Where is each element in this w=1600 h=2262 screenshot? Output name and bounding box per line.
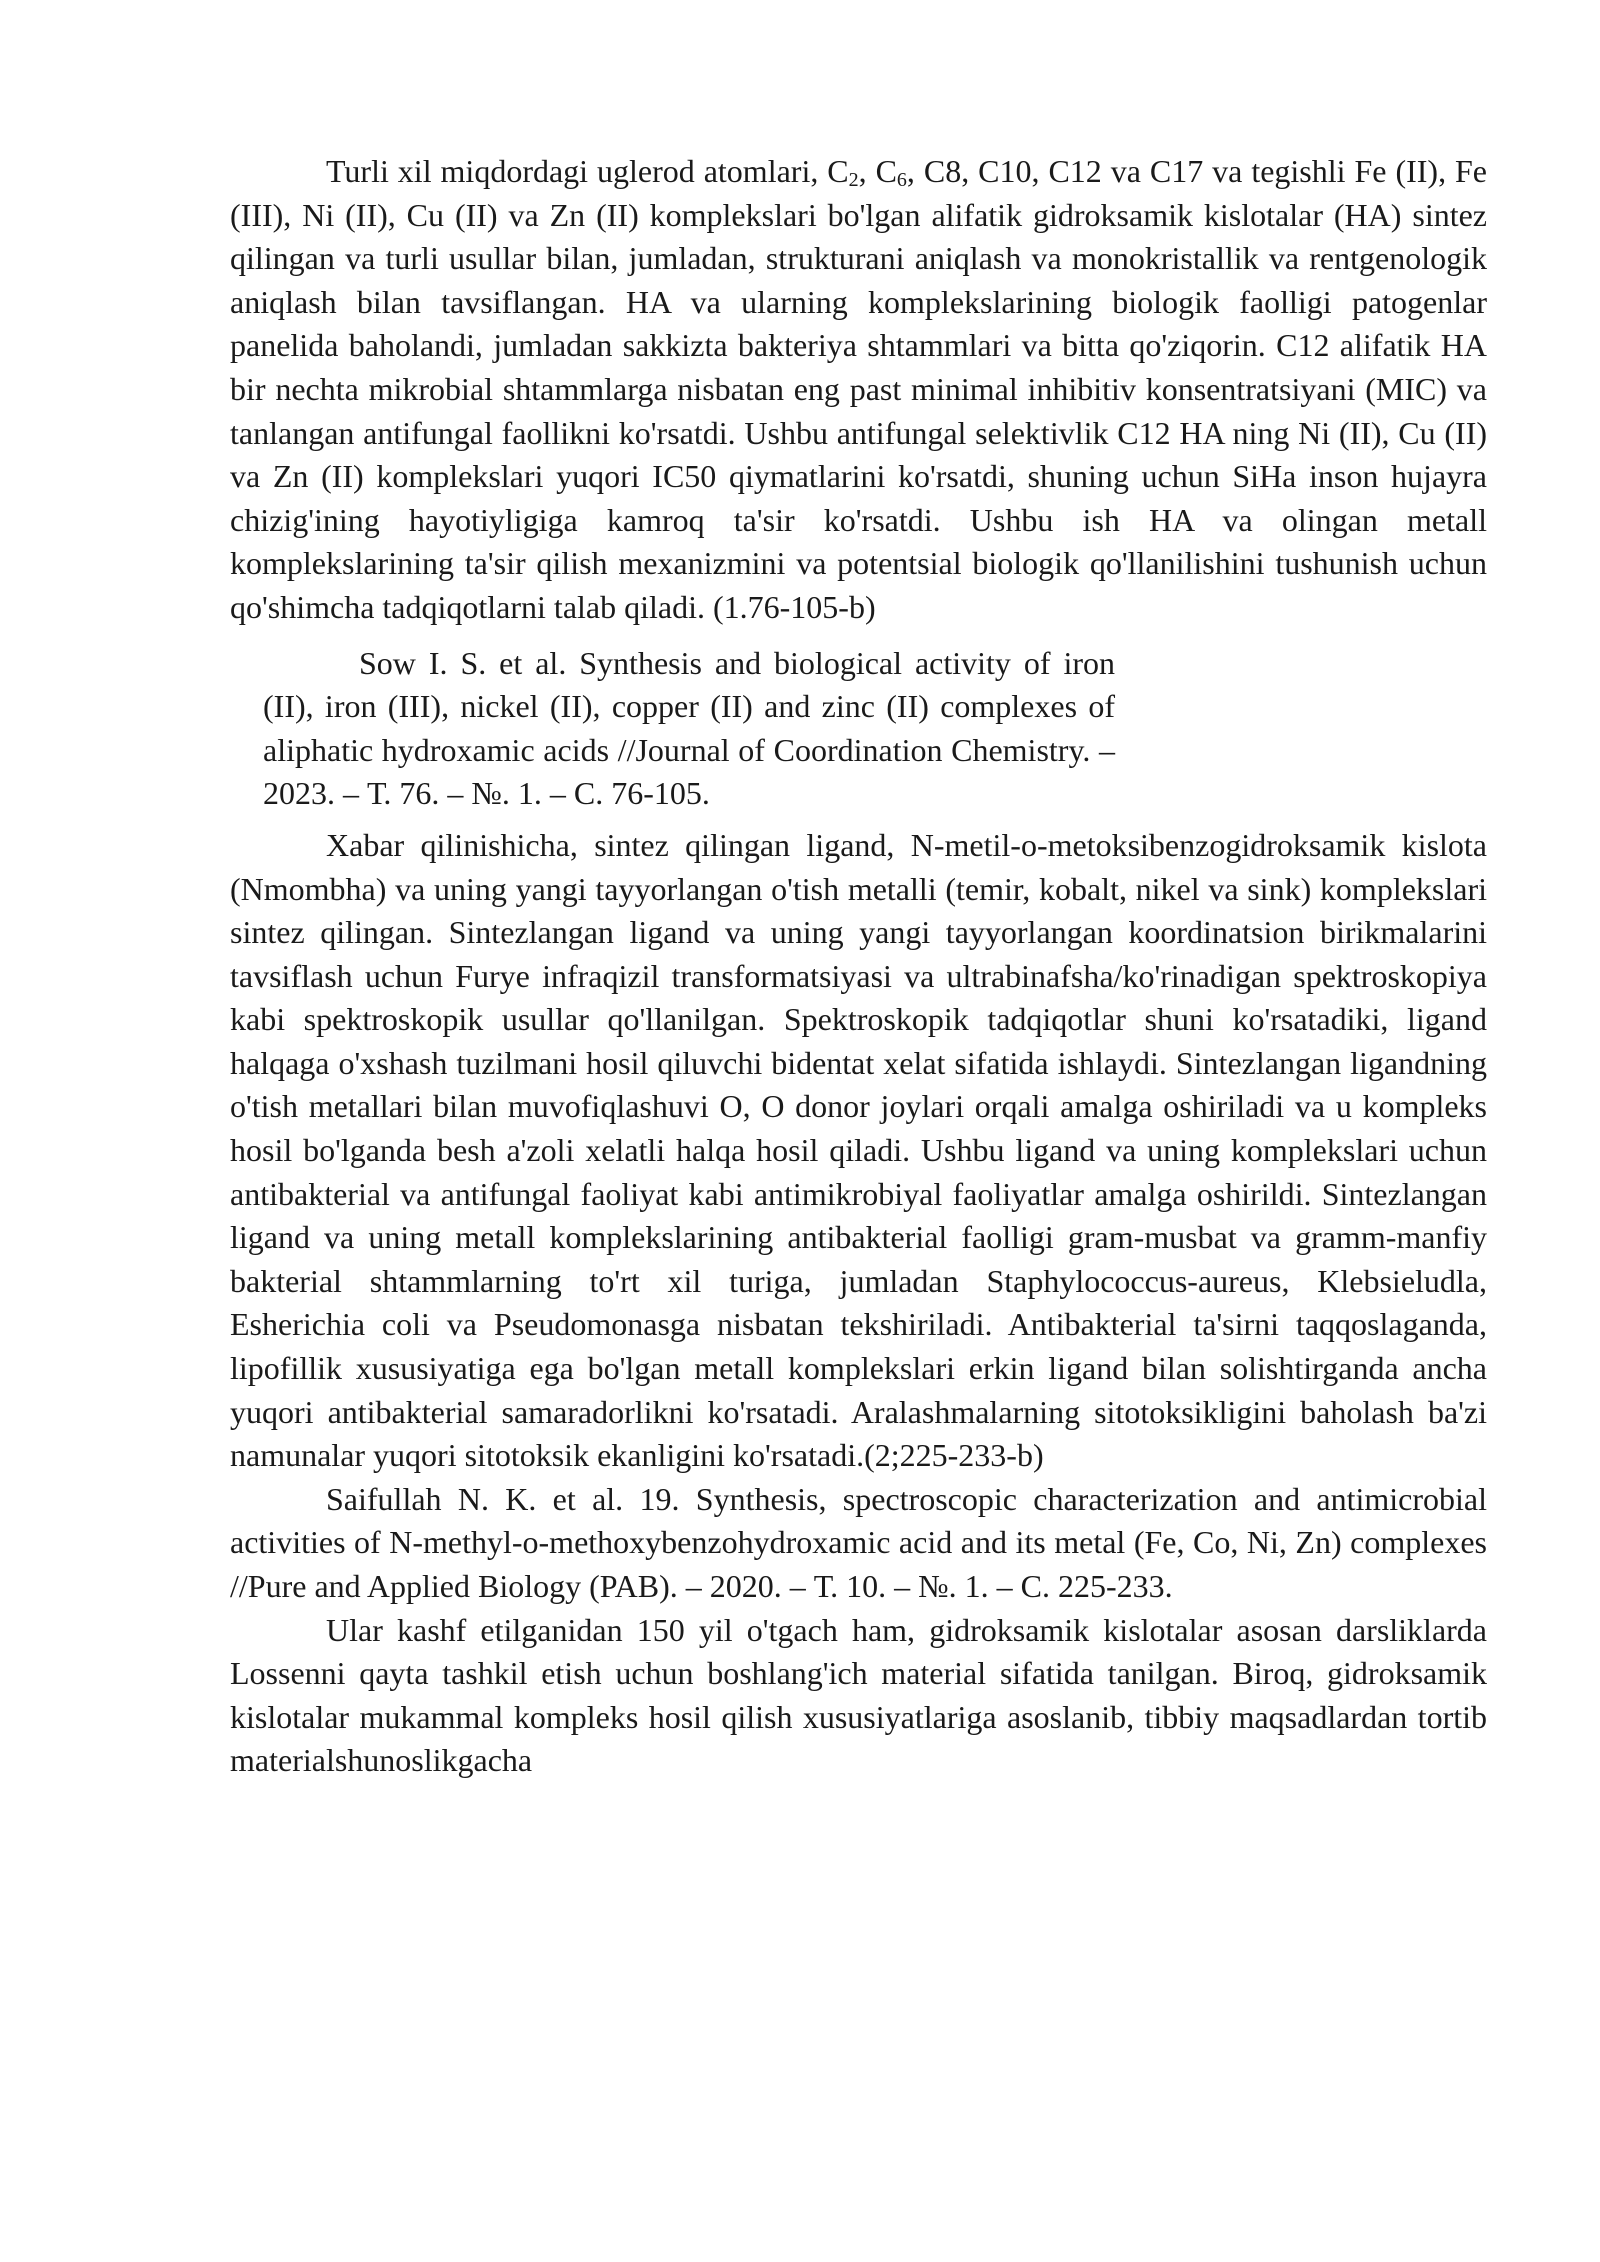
paragraph-1-text-a: Turli xil miqdordagi uglerod atomlari, C <box>326 153 849 189</box>
document-page <box>230 150 1487 1783</box>
paragraph-1-text-c: , C8, C10, C12 va C17 va tegishli Fe (II), Fe (III), Ni (II), Cu (II) va Zn (II) komplekslari bo'lgan alifatik gidroksamik kislotalar (HA) sintez qilingan va turli usullar bilan, jumladan, strukturani aniqlash va monokristallik va rentgenologik aniqlash bilan tavsiflangan. HA va ularning komplekslarining biologik faolligi patogenlar panelida baholandi, jumladan sakkizta bakteriya shtammlari va bitta qo'ziqorin. C12 alifatik HA bir nechta mikrobial shtammlarga nisbatan eng past minimal inhibitiv konsentratsiyani (MIC) va tanlangan antifungal faollikni ko'rsatdi. Ushbu antifungal selektivlik C12 HA ning Ni (II), Cu (II) va Zn (II) komplekslari yuqori IC50 qiymatlarini ko'rsatdi, shuning uchun SiHa inson hujayra chizig'ining hayotiyligiga kamroq ta'sir ko'rsatdi. Ushbu ish HA va olingan metall komplekslarining ta'sir qilish mexanizmini va potentsial biologik qo'llanilishini tushunish uchun qo'shimcha tadqiqotlarni talab qiladi. (1.76-105-b) <box>230 153 1488 625</box>
subscript-2: 2 <box>848 169 859 191</box>
reference-1: Sow I. S. et al. Synthesis and biological activity of iron (II), iron (III), nickel (II), copper (II) and zinc (II) complexes of aliphatic hydroxamic acids //Journal of Coordination Chemistry. – 2023. – Т. 76. – №. 1. – С. 76-105. <box>263 644 1115 812</box>
subscript-6: 6 <box>896 169 907 191</box>
paragraph-1 <box>230 150 1487 630</box>
paragraph-3: Ular kashf etilganidan 150 yil o'tgach ham, gidroksamik kislotalar asosan darsliklarda Lossenni qayta tashkil etish uchun boshlang'ich material sifatida tanilgan. Biroq, gidroksamik kislotalar mukammal kompleks hosil qilish xususiyatlariga asoslanib, tibbiy maqsadlardan tortib materialshunoslikgacha <box>230 1611 1487 1779</box>
paragraph-1-text-b: , C <box>858 153 897 189</box>
paragraph-2: Xabar qilinishicha, sintez qilingan ligand, N-metil-o-metoksibenzogidroksamik kislota (Nmombha) va uning yangi tayyorlangan o'tish metalli (temir, kobalt, nikel va sink) komplekslari sintez qilingan. Sintezlangan ligand va uning yangi tayyorlangan koordinatsion birikmalarini tavsiflash uchun Furye infraqizil transformatsiyasi va ultrabinafsha/ko'rinadigan spektroskopiya kabi spektroskopik usullar qo'llanilgan. Spektroskopik tadqiqotlar shuni ko'rsatadiki, ligand halqaga o'xshash tuzilmani hosil qiluvchi bidentat xelat sifatida ishlaydi. Sintezlangan ligandning o'tish metallari bilan muvofiqlashuvi O, O donor joylari orqali amalga oshiriladi va u kompleks hosil bo'lganda besh a'zoli xelatli halqa hosil qiladi. Ushbu ligand va uning komplekslari uchun antibakterial va antifungal faoliyat kabi antimikrobiyal faoliyatlar amalga oshirildi. Sintezlangan ligand va uning metall komplekslarining antibakterial faolligi gram-musbat va gramm-manfiy bakterial shtammlarning to'rt xil turiga, jumladan Staphylococcus-aureus, Klebsieludla, Esherichia coli va Pseudomonasga nisbatan tekshiriladi. Antibakterial ta'sirni taqqoslaganda, lipofillik xususiyatiga ega bo'lgan metall komplekslari erkin ligand bilan solishtirganda ancha yuqori antibakterial samaradorlikni ko'rsatadi. Aralashmalarning sitotoksikligini baholash ba'zi namunalar yuqori sitotoksik ekanligini ko'rsatadi.(2;225-233-b) <box>230 826 1487 1474</box>
reference-2: Saifullah N. K. et al. 19. Synthesis, spectroscopic characterization and antimicrobial activities of N-methyl-o-methoxybenzohydroxamic acid and its metal (Fe, Co, Ni, Zn) complexes //Pure and Applied Biology (PAB). – 2020. – Т. 10. – №. 1. – С. 225-233. <box>230 1480 1487 1604</box>
